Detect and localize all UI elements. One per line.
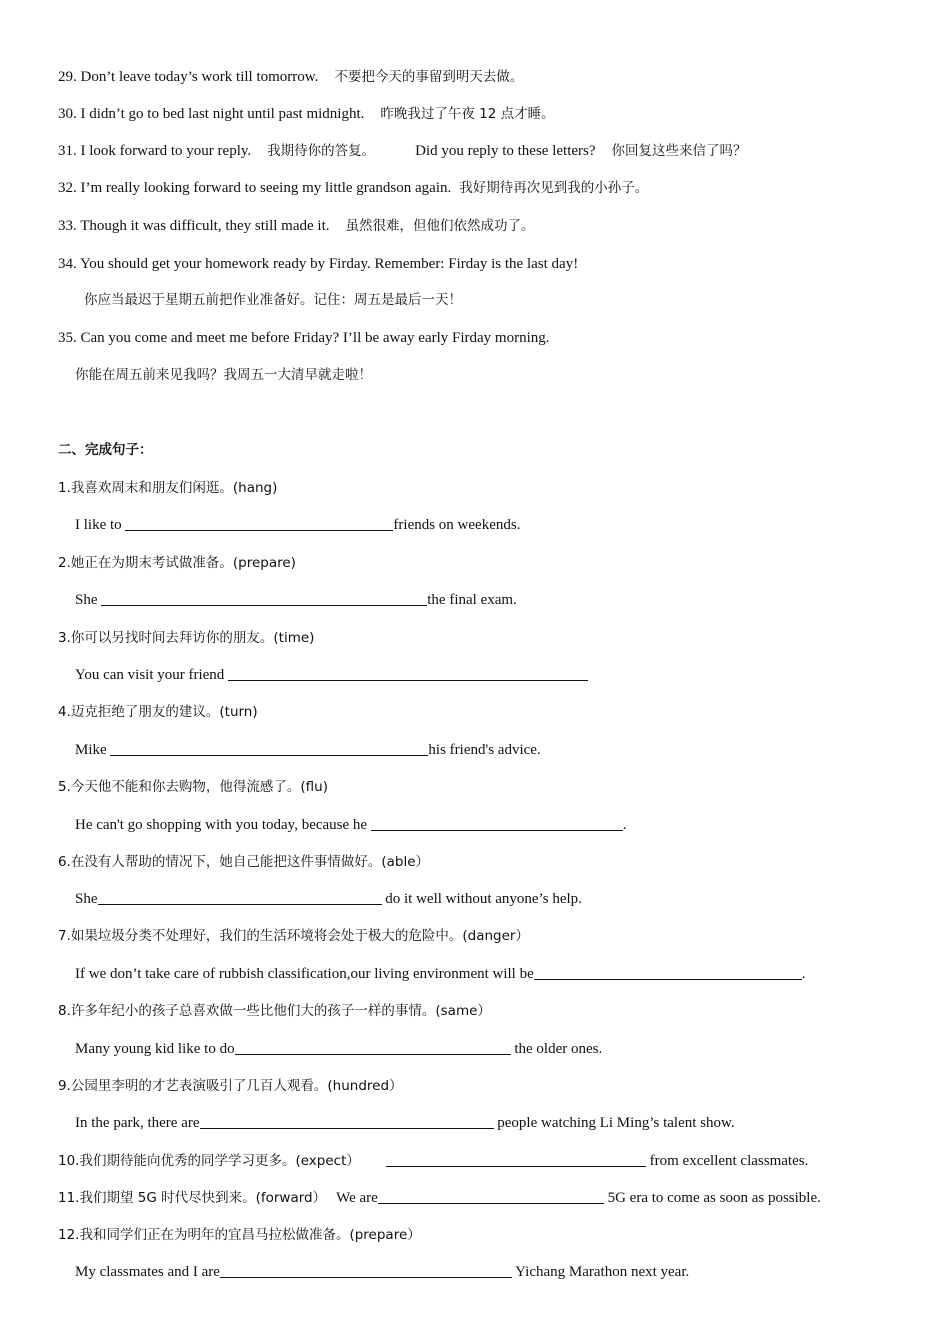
sentence-en-2: Did you reply to these letters? <box>415 143 596 159</box>
question-6-answer <box>75 889 582 909</box>
answer-before: I like to <box>75 517 126 533</box>
answer-blank[interactable] <box>534 965 802 980</box>
sentence-en: 31. I look forward to your reply. <box>58 143 252 159</box>
sentence-zh: 虽然很难，但他们依然成功了。 <box>345 218 535 234</box>
answer-blank[interactable] <box>101 591 427 606</box>
sentence-34-zh: 你应当最迟于星期五前把作业准备好。记住：周五是最后一天！ <box>84 292 462 308</box>
answer-blank[interactable] <box>235 1040 511 1055</box>
question-5-prompt: 5.今天他不能和你去购物，他得流感了。(flu) <box>58 779 328 795</box>
question-8-prompt: 8.许多年纪小的孩子总喜欢做一些比他们大的孩子一样的事情。(same） <box>58 1003 491 1019</box>
sentence-en: 33. Though it was difficult, they still made it. <box>58 218 330 234</box>
answer-blank[interactable] <box>228 666 588 681</box>
answer-after: people watching Li Ming’s talent show. <box>493 1115 735 1131</box>
answer-before: We are <box>336 1190 378 1206</box>
sentence-29 <box>58 67 523 87</box>
section-heading: 二、完成句子： <box>58 442 153 458</box>
answer-blank[interactable] <box>220 1263 512 1278</box>
answer-before: Many young kid like to do <box>75 1041 235 1057</box>
answer-before: My classmates and I are <box>75 1264 220 1280</box>
answer-blank[interactable] <box>110 741 428 756</box>
answer-blank[interactable] <box>371 816 623 831</box>
question-4-answer <box>75 740 541 760</box>
question-12-prompt: 12.我和同学们正在为明年的宜昌马拉松做准备。(prepare） <box>58 1227 421 1243</box>
question-8-answer <box>75 1039 602 1059</box>
answer-after: the older ones. <box>510 1041 603 1057</box>
sentence-en: 35. Can you come and meet me before Friday? I’ll be away early Firday morning. <box>58 330 550 346</box>
sentence-34 <box>58 254 578 274</box>
question-3-prompt: 3.你可以另找时间去拜访你的朋友。(time) <box>58 630 315 646</box>
sentence-35 <box>58 328 550 348</box>
answer-after: 5G era to come as soon as possible. <box>603 1190 821 1206</box>
answer-before: In the park, there are <box>75 1115 200 1131</box>
sentence-zh: 不要把今天的事留到明天去做。 <box>334 69 524 85</box>
answer-after: . <box>622 817 627 833</box>
sentence-32 <box>58 178 648 198</box>
sentence-30 <box>58 104 555 124</box>
answer-blank[interactable] <box>98 890 382 905</box>
sentence-en: 30. I didn’t go to bed last night until past midnight. <box>58 106 365 122</box>
question-12-answer <box>75 1262 689 1282</box>
question-3-answer <box>75 665 588 685</box>
answer-after: the final exam. <box>427 592 517 608</box>
sentence-zh: 我好期待再次见到我的小孙子。 <box>459 180 649 196</box>
question-1-prompt: 1.我喜欢周末和朋友们闲逛。(hang) <box>58 480 278 496</box>
answer-before: Mike <box>75 742 111 758</box>
sentence-zh: 我期待你的答复。 <box>267 143 376 159</box>
question-7-answer <box>75 964 806 984</box>
sentence-en: 32. I’m really looking forward to seeing my little grandson again. <box>58 180 452 196</box>
answer-before: You can visit your friend <box>75 667 229 683</box>
answer-after: his friend's advice. <box>428 742 541 758</box>
question-11 <box>58 1188 821 1208</box>
answer-after: friends on weekends. <box>393 517 521 533</box>
answer-after: Yichang Marathon next year. <box>511 1264 690 1280</box>
sentence-31 <box>58 141 747 161</box>
answer-blank[interactable] <box>200 1114 494 1129</box>
sentence-en: 29. Don’t leave today’s work till tomorrow. <box>58 69 319 85</box>
question-9-answer <box>75 1113 735 1133</box>
answer-before: He can't go shopping with you today, because he <box>75 817 371 833</box>
answer-after: . <box>801 966 806 982</box>
question-6-prompt: 6.在没有人帮助的情况下，她自己能把这件事情做好。(able） <box>58 854 430 870</box>
question-2-prompt: 2.她正在为期末考试做准备。(prepare) <box>58 555 296 571</box>
answer-blank[interactable] <box>378 1189 604 1204</box>
answer-after: from excellent classmates. <box>645 1153 809 1169</box>
question-10-prompt: 10.我们期待能向优秀的同学学习更多。(expect） <box>58 1153 360 1169</box>
question-4-prompt: 4.迈克拒绝了朋友的建议。(turn) <box>58 704 258 720</box>
question-5-answer <box>75 815 627 835</box>
question-7-prompt: 7.如果垃圾分类不处理好，我们的生活环境将会处于极大的危险中。(danger） <box>58 928 529 944</box>
answer-blank[interactable] <box>125 516 393 531</box>
sentence-33 <box>58 216 535 236</box>
question-1-answer <box>75 515 520 535</box>
sentence-en: 34. You should get your homework ready by Firday. Remember: Firday is the last day! <box>58 256 579 272</box>
question-10 <box>58 1151 808 1171</box>
sentence-zh: 昨晚我过了午夜 12 点才睡。 <box>380 106 555 122</box>
answer-blank[interactable] <box>386 1152 646 1167</box>
answer-after: do it well without anyone’s help. <box>381 891 582 907</box>
question-11-prompt: 11.我们期望 5G 时代尽快到来。(forward） <box>58 1190 327 1206</box>
question-9-prompt: 9.公园里李明的才艺表演吸引了几百人观看。(hundred） <box>58 1078 403 1094</box>
answer-before: She <box>75 592 102 608</box>
answer-before: If we don’t take care of rubbish classification,our living environment will be <box>75 966 534 982</box>
answer-before: She <box>75 891 98 907</box>
sentence-35-zh: 你能在周五前来见我吗？我周五一大清早就走啦！ <box>75 367 372 383</box>
sentence-zh-2: 你回复这些来信了吗？ <box>611 143 747 159</box>
question-2-answer <box>75 590 517 610</box>
